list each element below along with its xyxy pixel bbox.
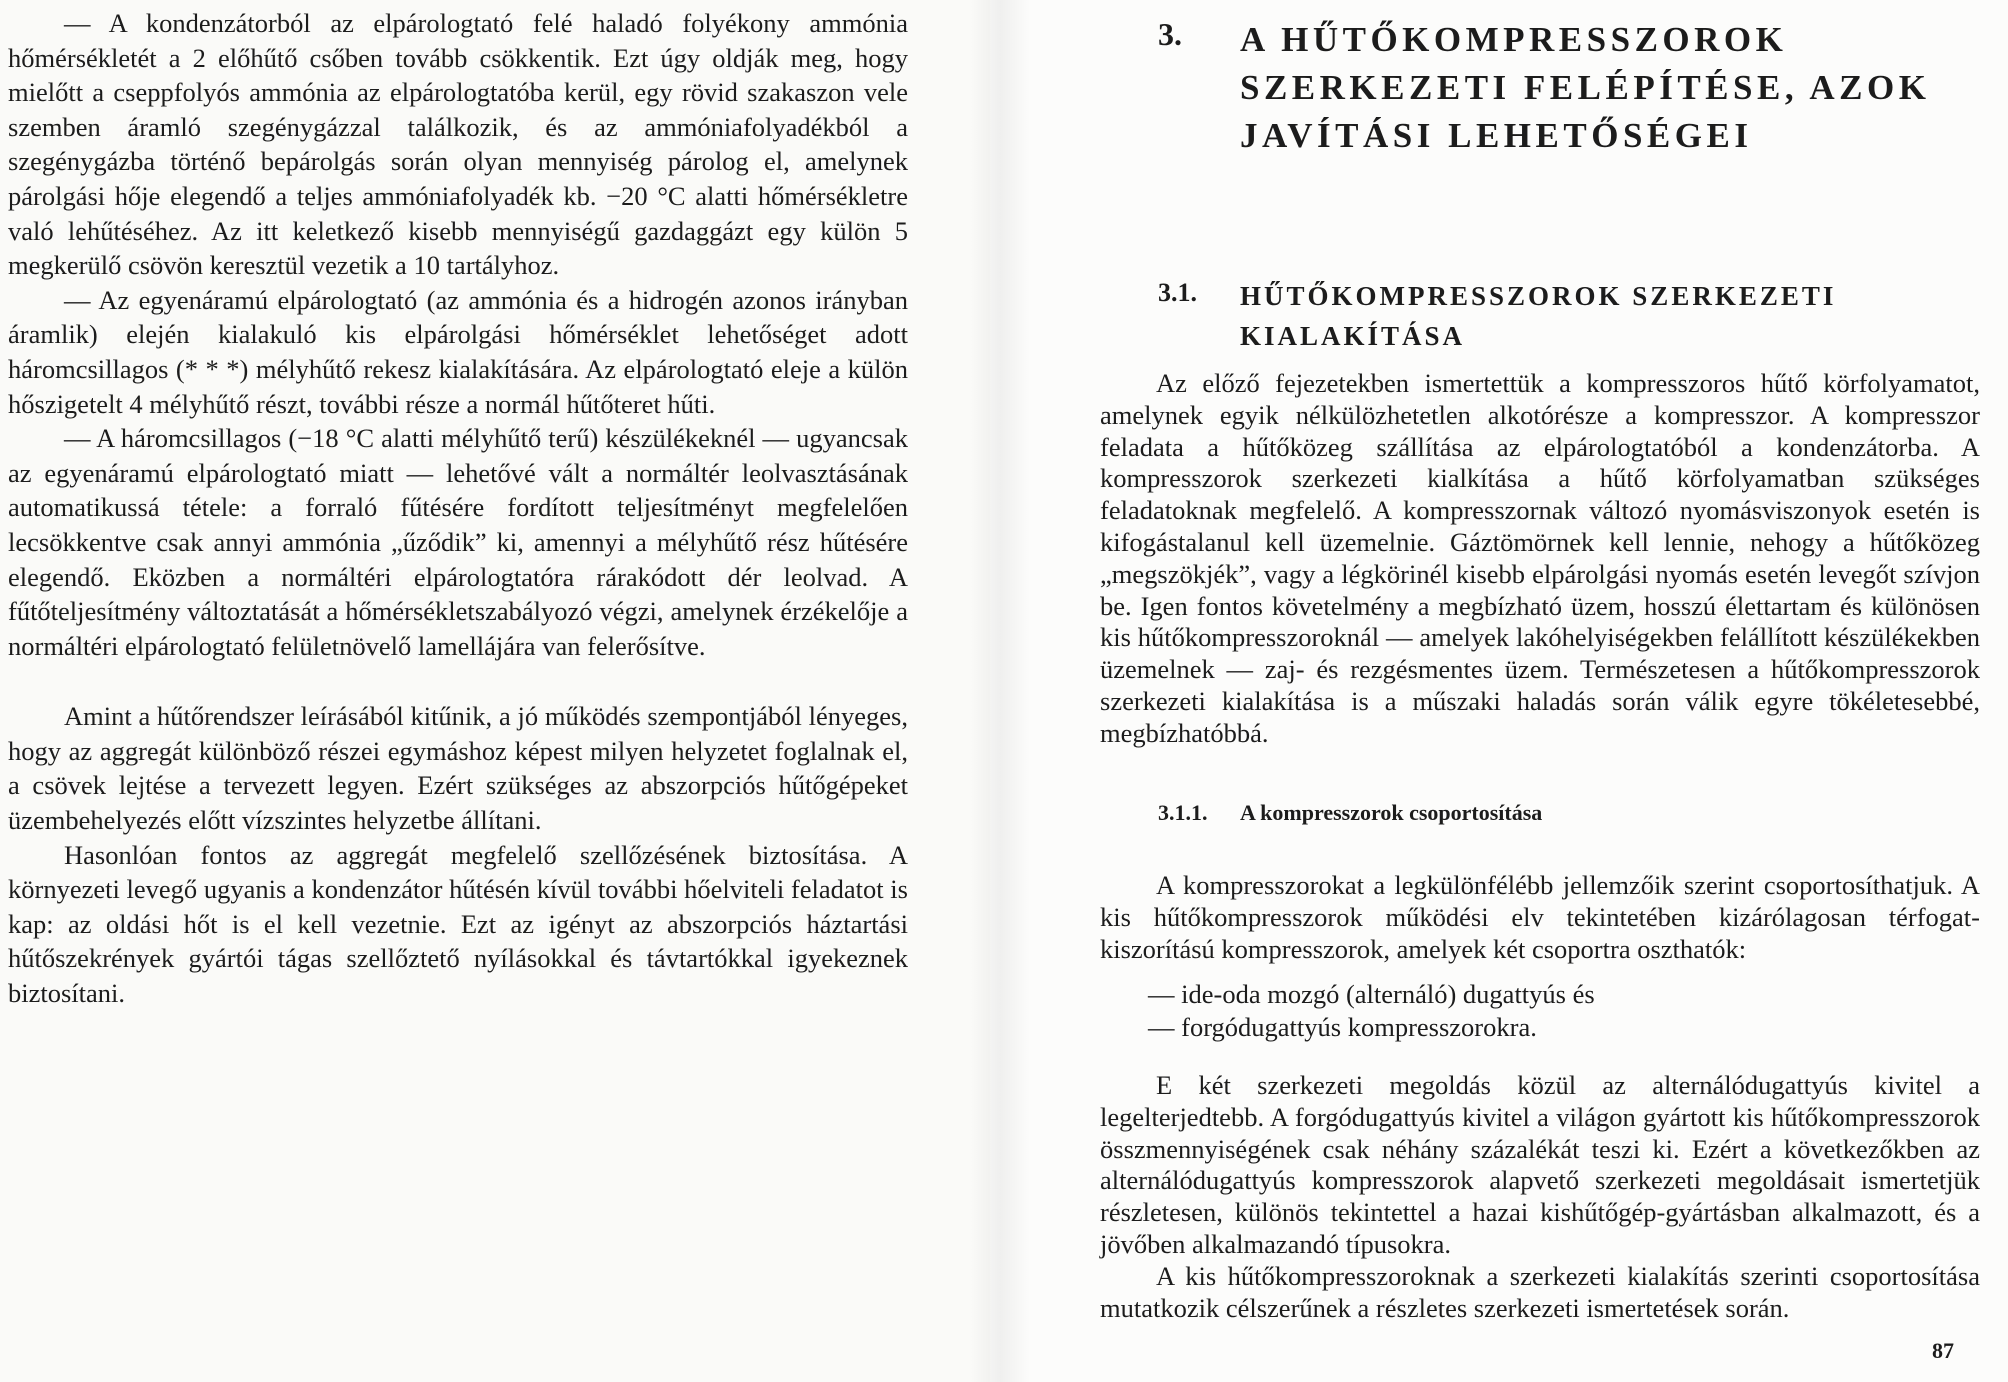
subsection-title: A kompresszorok csoportosítása (1240, 800, 1543, 825)
left-paragraph: — A kondenzátorból az elpárologtató felé haladó folyékony ammónia hőmérsékletét a 2 előhűtő csőben tovább csökkentik. Ezt úgy oldják meg, hogy mielőtt a cseppfolyós ammónia az elpárologtatóba kerül, egy rövid szakaszon vele szemben áramló szegénygázzal találkozik, és az ammóniafolyadékból a szegénygázba történő bepárolgás során olyan mennyiség párolog el, amelynek párolgási hője elegendő a teljes ammóniafolyadék kb. −20 °C alatti hőmérsékletre való lehűtéséhez. Az itt keletkező kisebb mennyiségű gazdaggázt egy külön 5 megkerülő csövön keresztül vezetik a 10 tartályhoz. (8, 8, 908, 281)
list-item: — forgódugattyús kompresszorokra. (1148, 1012, 1537, 1042)
subsection-number: 3.1.1. (1158, 800, 1208, 825)
section-text (1100, 368, 1980, 750)
page-number: 87 (1932, 1338, 1954, 1363)
subsection-intro (1100, 870, 1980, 965)
subsection-text (1100, 1070, 1980, 1324)
book-gutter (970, 0, 1030, 1382)
list-item: — ide-oda mozgó (alternáló) dugattyús és (1148, 979, 1595, 1009)
right-paragraph: Az előző fejezetekben ismertettük a kompresszoros hűtő körfolyamatot, amelynek egyik nélkülözhetetlen alkotórésze a kompresszor. A kompresszor feladata a hűtőközeg szállítása az elpárologtatóból a kondenzátorba. A kompresszorok szerkezeti kialkítása a hűtő körfolyamatban szükséges feladatoknak megfelelő. A kompresszornak változó nyomásviszonyok esetén is kifogástalanul kell üzemelnie. Gáztömörnek kell lennie, nehogy a hűtőközeg „megszökjék”, vagy a légkörinél kisebb elpárolgási nyomás esetén levegőt szívjon be. Igen fontos követelmény a megbízható üzem, hosszú élettartam és különösen kis hűtőkompresszoroknál — amelyek lakóhelyiségekben felállított készülékekben üzemelnek — zaj- és rezgésmentes üzem. Természetesen a hűtőkompresszorok szerkezeti kialakítása is a műszaki haladás során válik egyre tökéletesebbé, megbízhatóbbá. (1100, 368, 1980, 748)
left-paragraph: — Az egyenáramú elpárologtató (az ammónia és a hidrogén azonos irányban áramlik) elején kialakuló kis elpárolgási hőmérséklet lehetőséget adott háromcsillagos (* * *) mélyhűtő rekesz kialakítására. Az elpárologtató eleje a külön hőszigetelt 4 mélyhűtő részt, további része a normál hűtőteret hűti. (8, 284, 908, 419)
section-number: 3.1. (1158, 278, 1197, 307)
left-paragraph: Amint a hűtőrendszer leírásából kitűnik, a jó működés szempontjából lényeges, hogy az aggregát különböző részei egymáshoz képest milyen helyzetet foglalnak el, a csövek lejtése a tervezett legyen. Ezért szükséges az abszorpciós hűtőgépeket üzembehelyezés előtt vízszintes helyzetbe állítani. (8, 701, 908, 836)
right-paragraph: A kompresszorokat a legkülönfélébb jellemzőik szerint csoportosíthatjuk. A kis hűtőkompresszorok működési elv tekintetében kizárólagosan térfogat-kiszorítású kompresszorok, amelyek két csoportra oszthatók: (1100, 870, 1980, 964)
chapter-title: A HŰTŐKOMPRESSZOROK SZERKEZETI FELÉPÍTÉSE, AZOK JAVÍTÁSI LEHETŐSÉGEI (1240, 20, 1931, 155)
chapter-number: 3. (1158, 16, 1182, 52)
left-paragraph: — A háromcsillagos (−18 °C alatti mélyhűtő terű) készülékeknél — ugyancsak az egyenáramú elpárologtató miatt — lehetővé vált a normáltér leolvasztásának automatikussá tétele: a forraló fűtésére fordított teljesítményt megfelelően lecsökkentve csak annyi ammónia „űződik” ki, amennyi a mélyhűtő rész hűtésére elegendő. Eközben a normáltéri elpárologtatóra rárakódott dér leolvad. A fűtőteljesítmény változtatását a hőmérsékletszabályozó végzi, amelynek érzékelője a normáltéri elpárologtató felületnövelő lamellájára van felerősítve. (8, 423, 908, 661)
dash-list (1148, 978, 1595, 1044)
left-page-text (8, 6, 908, 1011)
right-paragraph: A kis hűtőkompresszoroknak a szerkezeti kialakítás szerinti csoportosítása mutatkozik célszerűnek a részletes szerkezeti ismertetések során. (1100, 1260, 1980, 1323)
section-title: HŰTŐKOMPRESSZOROK SZERKEZETI KIALAKÍTÁSA (1240, 281, 1837, 351)
right-paragraph: E két szerkezeti megoldás közül az alternálódugattyús kivitel a legelterjedtebb. A forgódugattyús kivitel a világon gyártott kis hűtőkompresszorok összmennyiségének csak néhány százalékát teszi ki. Ezért a következőkben az alternálódugattyús kompresszorok alapvető szerkezeti megoldásait ismertetjük részletesen, különös tekintettel a hazai kishűtőgép-gyártásban alkalmazott, és a jövőben alkalmazandó típusokra. (1100, 1070, 1980, 1259)
left-paragraph: Hasonlóan fontos az aggregát megfelelő szellőzésének biztosítása. A környezeti levegő ugyanis a kondenzátor hűtésén kívül további hőelviteli feladatot is kap: az oldási hőt is el kell vezetnie. Ezt az igényt az abszorpciós háztartási hűtőszekrények gyártói tágas szellőztető nyílásokkal és távtartókkal igyekeznek biztosítani. (8, 839, 908, 1009)
